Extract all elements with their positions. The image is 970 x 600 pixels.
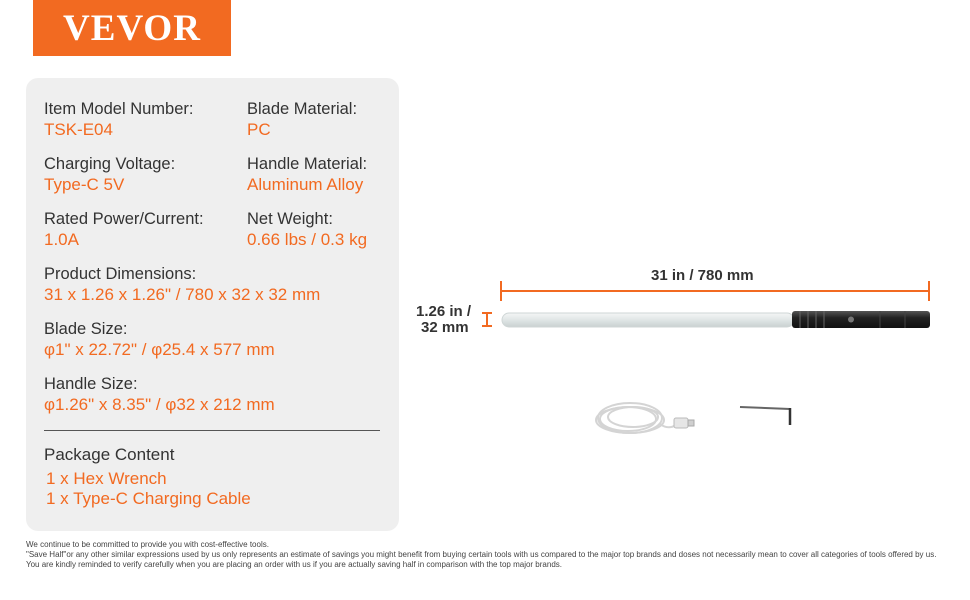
spec-label: Rated Power/Current: — [44, 210, 204, 228]
spec-label: Handle Material: — [247, 155, 368, 173]
spec-value: φ1" x 22.72" / φ25.4 x 577 mm — [44, 340, 275, 359]
spec-value: 1.0A — [44, 230, 79, 249]
footnote-line: We continue to be committed to provide you with cost-effective tools. — [26, 540, 269, 549]
package-item-hex-wrench: 1 x Hex Wrench — [46, 469, 167, 488]
spec-label: Net Weight: — [247, 210, 333, 228]
package-content-title: Package Content — [44, 445, 175, 464]
diameter-dimension-marker — [482, 313, 492, 326]
footnote-line: You are kindly reminded to verify carefully when you are placing an order with us if you are actually saving half in comparison with the top major brands. — [26, 560, 562, 569]
spec-label: Item Model Number: — [44, 100, 194, 118]
spec-value: Aluminum Alloy — [247, 175, 364, 194]
spec-value: φ1.26" x 8.35" / φ32 x 212 mm — [44, 395, 275, 414]
spec-value: TSK-E04 — [44, 120, 113, 139]
blade — [502, 313, 794, 327]
charging-cable-image — [596, 403, 694, 433]
length-dimension-label: 31 in / 780 mm — [651, 267, 754, 284]
spec-value: PC — [247, 120, 271, 139]
spec-value: Type-C 5V — [44, 175, 125, 194]
handle — [792, 311, 930, 328]
disclaimer-footnote — [26, 540, 956, 570]
length-dimension-line — [501, 281, 929, 301]
spec-label: Charging Voltage: — [44, 155, 176, 173]
spec-value: 31 x 1.26 x 1.26" / 780 x 32 x 32 mm — [44, 285, 321, 304]
diameter-dimension-label-line1: 1.26 in / — [416, 303, 472, 320]
footnote-line: "Save Half"or any other similar expressions used by us only represents an estimate of savings you might benefit from buying certain tools with us compared to the major top brands and doses not necessarily mean to cover all categories of tools offered by us. — [26, 550, 937, 559]
hex-wrench-image — [740, 407, 790, 425]
spec-label: Blade Material: — [247, 100, 358, 118]
spec-value: 0.66 lbs / 0.3 kg — [247, 230, 368, 249]
package-item-charging-cable: 1 x Type-C Charging Cable — [46, 489, 251, 508]
spec-label: Product Dimensions: — [44, 265, 197, 283]
spec-label: Blade Size: — [44, 320, 128, 338]
diameter-dimension-label-line2: 32 mm — [421, 319, 469, 336]
spec-label: Handle Size: — [44, 375, 138, 393]
brand-logo-text: VEVOR — [63, 7, 201, 49]
